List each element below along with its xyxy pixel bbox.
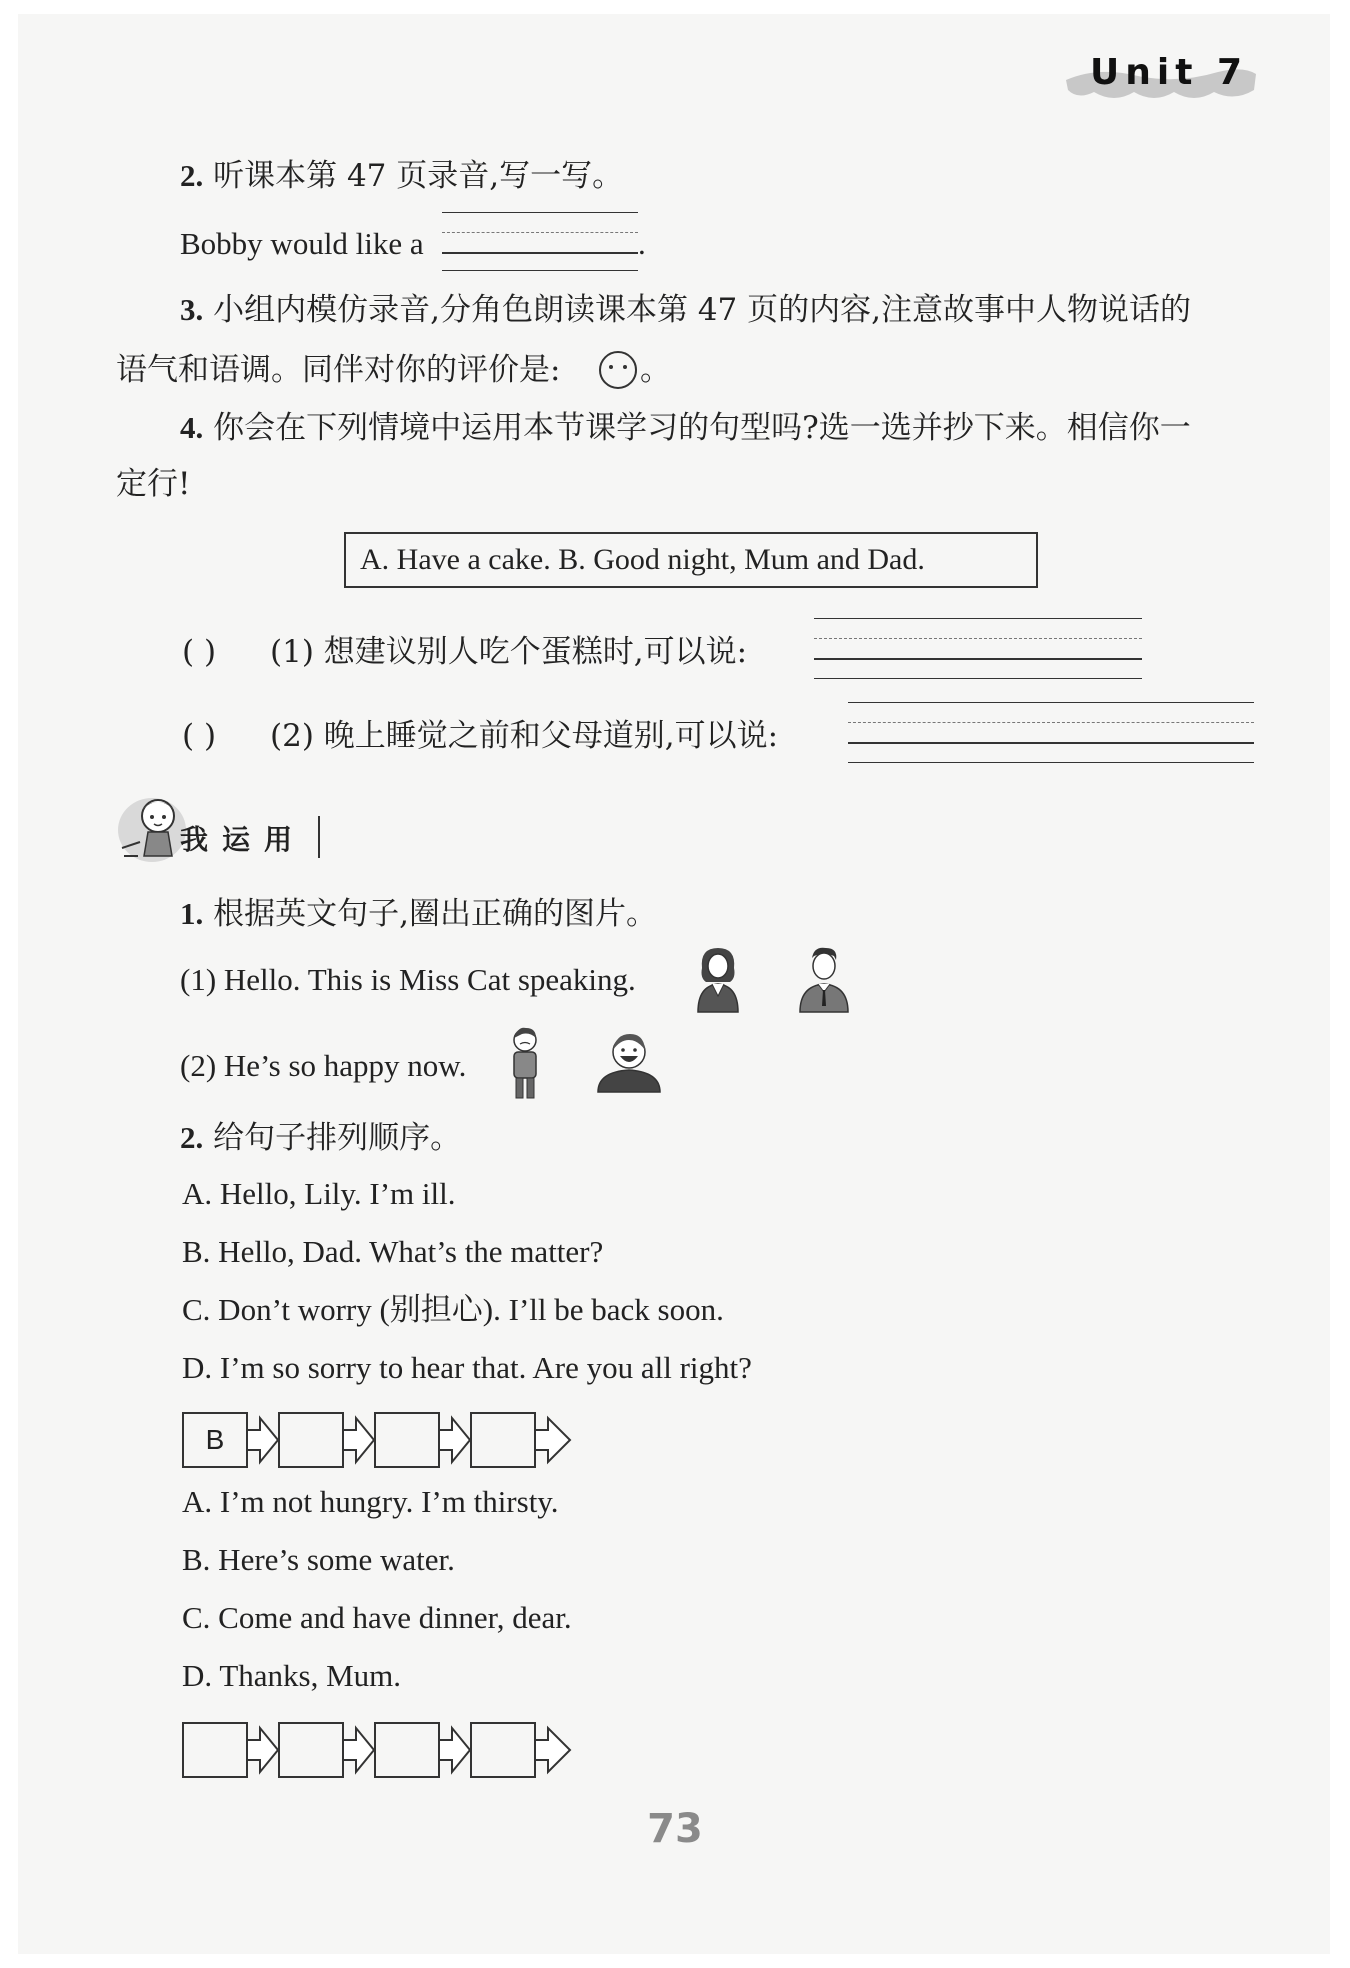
smiley-face-icon[interactable]	[596, 348, 640, 392]
order-box-2[interactable]	[278, 1412, 344, 1468]
q2-number: 2.	[180, 158, 204, 193]
section-title: 我运用	[180, 823, 307, 856]
q4-item2-line-top	[848, 702, 1254, 703]
q2-writing-line-dash	[442, 232, 638, 233]
q2-writing-line-base[interactable]	[442, 252, 638, 254]
use-q1-number: 1.	[180, 896, 204, 931]
use-q2-g1-item-b: B. Hello, Dad. What’s the matter?	[182, 1234, 604, 1269]
q4-item2-paren[interactable]: ( )	[182, 718, 217, 754]
q3-line1	[180, 290, 1191, 330]
use-q2-g1-item-d: D. I’m so sorry to hear that. Are you all right?	[182, 1350, 752, 1385]
order-box-3[interactable]	[374, 1412, 440, 1468]
use-q2-instruction	[180, 1118, 461, 1158]
arrow-right-icon	[534, 1410, 574, 1470]
q4-options-box: A. Have a cake. B. Good night, Mum and Dad.	[344, 532, 1038, 588]
use-q2-g2-item-a: A. I’m not hungry. I’m thirsty.	[182, 1484, 559, 1519]
section-title-bar	[318, 816, 320, 858]
arrow-right-icon	[438, 1720, 472, 1780]
arrow-right-icon	[438, 1410, 472, 1470]
order-box-4[interactable]	[470, 1412, 536, 1468]
use-q1-instruction	[180, 894, 657, 934]
q3-line2	[116, 350, 560, 390]
q4-item1-line-bottom	[814, 678, 1142, 679]
q2-text: 听课本第 47 页录音,写一写。	[213, 158, 624, 194]
q3-number: 3.	[180, 292, 204, 327]
arrow-right-icon	[342, 1720, 376, 1780]
q4-line2: 定行!	[116, 466, 191, 502]
arrow-right-icon	[246, 1720, 280, 1780]
q2-writing-line-bottom	[442, 270, 638, 271]
unit-title: Unit 7	[1090, 52, 1248, 93]
use-q2-g1-item-a: A. Hello, Lily. I’m ill.	[182, 1176, 456, 1211]
q3-end: 。	[640, 352, 671, 388]
q2-sentence-start: Bobby would like a	[180, 226, 424, 261]
q4-text-line1: 你会在下列情境中运用本节课学习的句型吗?选一选并抄下来。相信你一	[213, 410, 1191, 446]
use-q2-number: 2.	[180, 1120, 204, 1155]
q2-sentence	[180, 224, 424, 264]
q2-writing-line-top	[442, 212, 638, 213]
q4-item1-label: (1) 想建议别人吃个蛋糕时,可以说:	[270, 634, 748, 670]
q4-item1-line-top	[814, 618, 1142, 619]
use-q1-text: 根据英文句子,圈出正确的图片。	[213, 896, 657, 932]
arrow-right-icon	[246, 1410, 280, 1470]
man-picture[interactable]	[796, 944, 852, 1014]
q3-text-line1: 小组内模仿录音,分角色朗读课本第 47 页的内容,注意故事中人物说话的	[213, 292, 1191, 328]
order-box-1: B	[182, 1412, 248, 1468]
use-q2-g1-item-c: C. Don’t worry (别担心). I’ll be back soon.	[182, 1292, 724, 1327]
q2-sentence-end: .	[638, 226, 646, 261]
q4-item2-label: (2) 晚上睡觉之前和父母道别,可以说:	[270, 718, 779, 754]
order-box-7[interactable]	[374, 1722, 440, 1778]
q4-item1-paren[interactable]: ( )	[182, 634, 217, 670]
q4-item2-line-dash	[848, 722, 1254, 723]
q3-text-line2: 语气和语调。同伴对你的评价是:	[116, 352, 561, 388]
q4-item2-line-base[interactable]	[848, 742, 1254, 744]
order-box-8[interactable]	[470, 1722, 536, 1778]
q4-item1-line-dash	[814, 638, 1142, 639]
use-q2-g2-item-b: B. Here’s some water.	[182, 1542, 455, 1577]
q4-item2-line-bottom	[848, 762, 1254, 763]
use-q2-g2-item-c: C. Come and have dinner, dear.	[182, 1600, 572, 1635]
use-q2-g2-item-d: D. Thanks, Mum.	[182, 1658, 402, 1693]
order-box-6[interactable]	[278, 1722, 344, 1778]
arrow-right-icon	[342, 1410, 376, 1470]
order-box-5[interactable]	[182, 1722, 248, 1778]
q4-item1-line-base[interactable]	[814, 658, 1142, 660]
page-number: 73	[647, 1806, 703, 1852]
q2-instruction	[180, 156, 623, 196]
woman-picture[interactable]	[692, 944, 744, 1014]
arrow-right-icon	[534, 1720, 574, 1780]
q4-number: 4.	[180, 410, 204, 445]
happy-boy-picture[interactable]	[594, 1030, 664, 1094]
use-q1-sentence1: (1) Hello. This is Miss Cat speaking.	[180, 962, 636, 997]
q4-line1	[180, 408, 1191, 448]
use-q2-text: 给句子排列顺序。	[213, 1120, 462, 1156]
use-q1-sentence2: (2) He’s so happy now.	[180, 1048, 467, 1083]
sad-boy-picture[interactable]	[504, 1026, 546, 1102]
